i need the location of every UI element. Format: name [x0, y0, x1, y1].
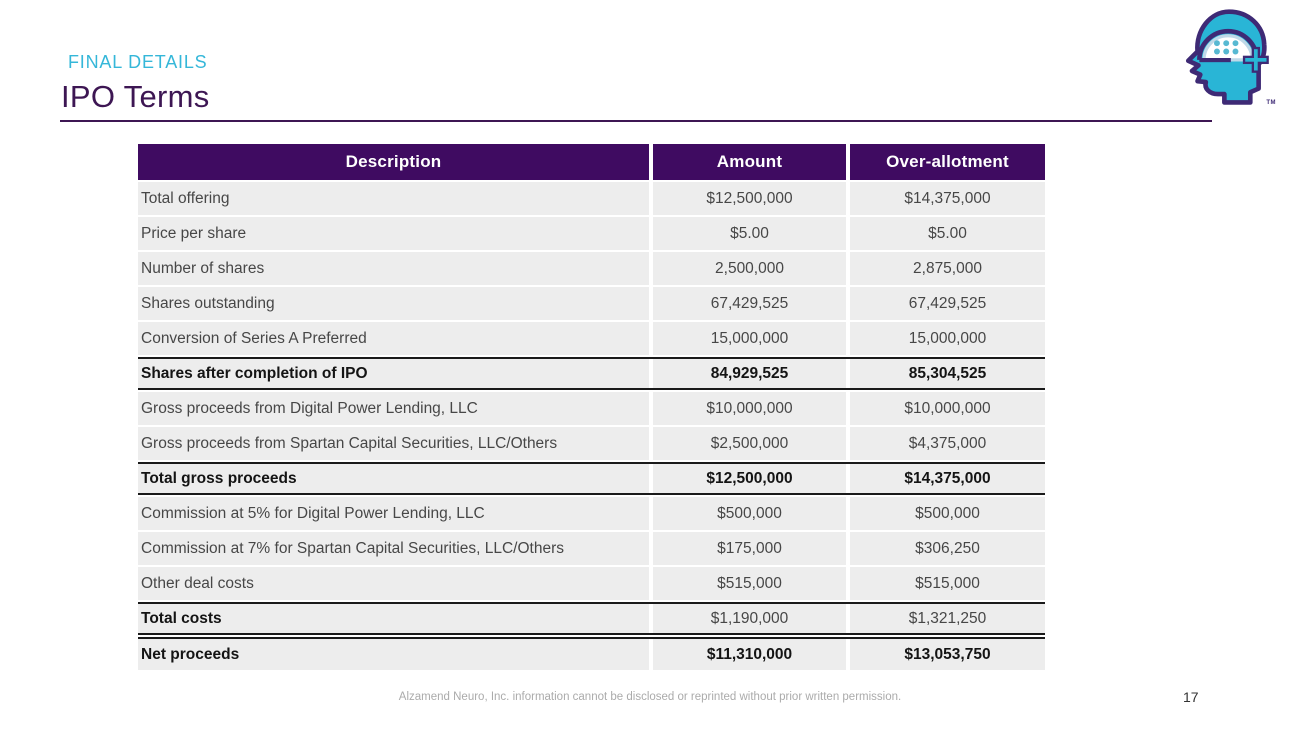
table-row: [138, 427, 1045, 460]
row-over-allotment: $1,321,250: [850, 604, 1045, 633]
row-over-allotment: $14,375,000: [850, 464, 1045, 493]
table-row: [138, 497, 1045, 530]
table-row-total: [138, 462, 1045, 495]
ipo-terms-table: [138, 144, 1045, 672]
row-amount: $12,500,000: [653, 464, 846, 493]
row-over-allotment: 2,875,000: [850, 252, 1045, 285]
page-number: 17: [1183, 689, 1199, 705]
table-row: [138, 392, 1045, 425]
row-over-allotment: 85,304,525: [850, 359, 1045, 388]
table-row: [138, 182, 1045, 215]
row-amount: $10,000,000: [653, 392, 846, 425]
table-row: [138, 217, 1045, 250]
row-over-allotment: $5.00: [850, 217, 1045, 250]
row-description: Total gross proceeds: [138, 464, 649, 493]
row-over-allotment: $10,000,000: [850, 392, 1045, 425]
row-over-allotment: 15,000,000: [850, 322, 1045, 355]
row-amount: 2,500,000: [653, 252, 846, 285]
row-description: Total costs: [138, 604, 649, 633]
row-over-allotment: $500,000: [850, 497, 1045, 530]
row-description: Conversion of Series A Preferred: [138, 322, 649, 355]
page-title: IPO Terms: [61, 79, 210, 114]
table-row: [138, 287, 1045, 320]
row-amount: $500,000: [653, 497, 846, 530]
footer-disclaimer: Alzamend Neuro, Inc. information cannot be disclosed or reprinted without prior written permission.: [398, 691, 902, 703]
table-header-row: [138, 144, 1045, 180]
trademark-mark: TM: [1266, 100, 1276, 106]
row-description: Other deal costs: [138, 567, 649, 600]
alzamend-logo: [1185, 8, 1276, 112]
row-over-allotment: $13,053,750: [850, 639, 1045, 670]
row-over-allotment: 67,429,525: [850, 287, 1045, 320]
row-amount: 84,929,525: [653, 359, 846, 388]
row-description: Commission at 7% for Spartan Capital Securities, LLC/Others: [138, 532, 649, 565]
row-amount: $11,310,000: [653, 639, 846, 670]
row-amount: $12,500,000: [653, 182, 846, 215]
column-header-amount: Amount: [653, 144, 846, 180]
row-description: Total offering: [138, 182, 649, 215]
row-over-allotment: $4,375,000: [850, 427, 1045, 460]
table-row: [138, 322, 1045, 355]
row-amount: $1,190,000: [653, 604, 846, 633]
table-row: [138, 252, 1045, 285]
table-row-total: [138, 637, 1045, 670]
column-header-description: Description: [138, 144, 649, 180]
row-amount: 67,429,525: [653, 287, 846, 320]
row-description: Price per share: [138, 217, 649, 250]
row-over-allotment: $14,375,000: [850, 182, 1045, 215]
row-description: Commission at 5% for Digital Power Lending, LLC: [138, 497, 649, 530]
table-row: [138, 532, 1045, 565]
row-over-allotment: $306,250: [850, 532, 1045, 565]
table-row-total: [138, 602, 1045, 635]
title-underline: [60, 120, 1212, 122]
column-header-over-allotment: Over-allotment: [850, 144, 1045, 180]
eyebrow-label: FINAL DETAILS: [68, 52, 208, 72]
brain-head-icon: [1185, 8, 1273, 108]
row-amount: $175,000: [653, 532, 846, 565]
row-description: Number of shares: [138, 252, 649, 285]
row-amount: $515,000: [653, 567, 846, 600]
row-amount: 15,000,000: [653, 322, 846, 355]
row-over-allotment: $515,000: [850, 567, 1045, 600]
row-description: Shares after completion of IPO: [138, 359, 649, 388]
row-amount: $5.00: [653, 217, 846, 250]
table-row: [138, 567, 1045, 600]
row-amount: $2,500,000: [653, 427, 846, 460]
row-description: Net proceeds: [138, 639, 649, 670]
table-row-total: [138, 357, 1045, 390]
row-description: Shares outstanding: [138, 287, 649, 320]
row-description: Gross proceeds from Digital Power Lending, LLC: [138, 392, 649, 425]
row-description: Gross proceeds from Spartan Capital Securities, LLC/Others: [138, 427, 649, 460]
